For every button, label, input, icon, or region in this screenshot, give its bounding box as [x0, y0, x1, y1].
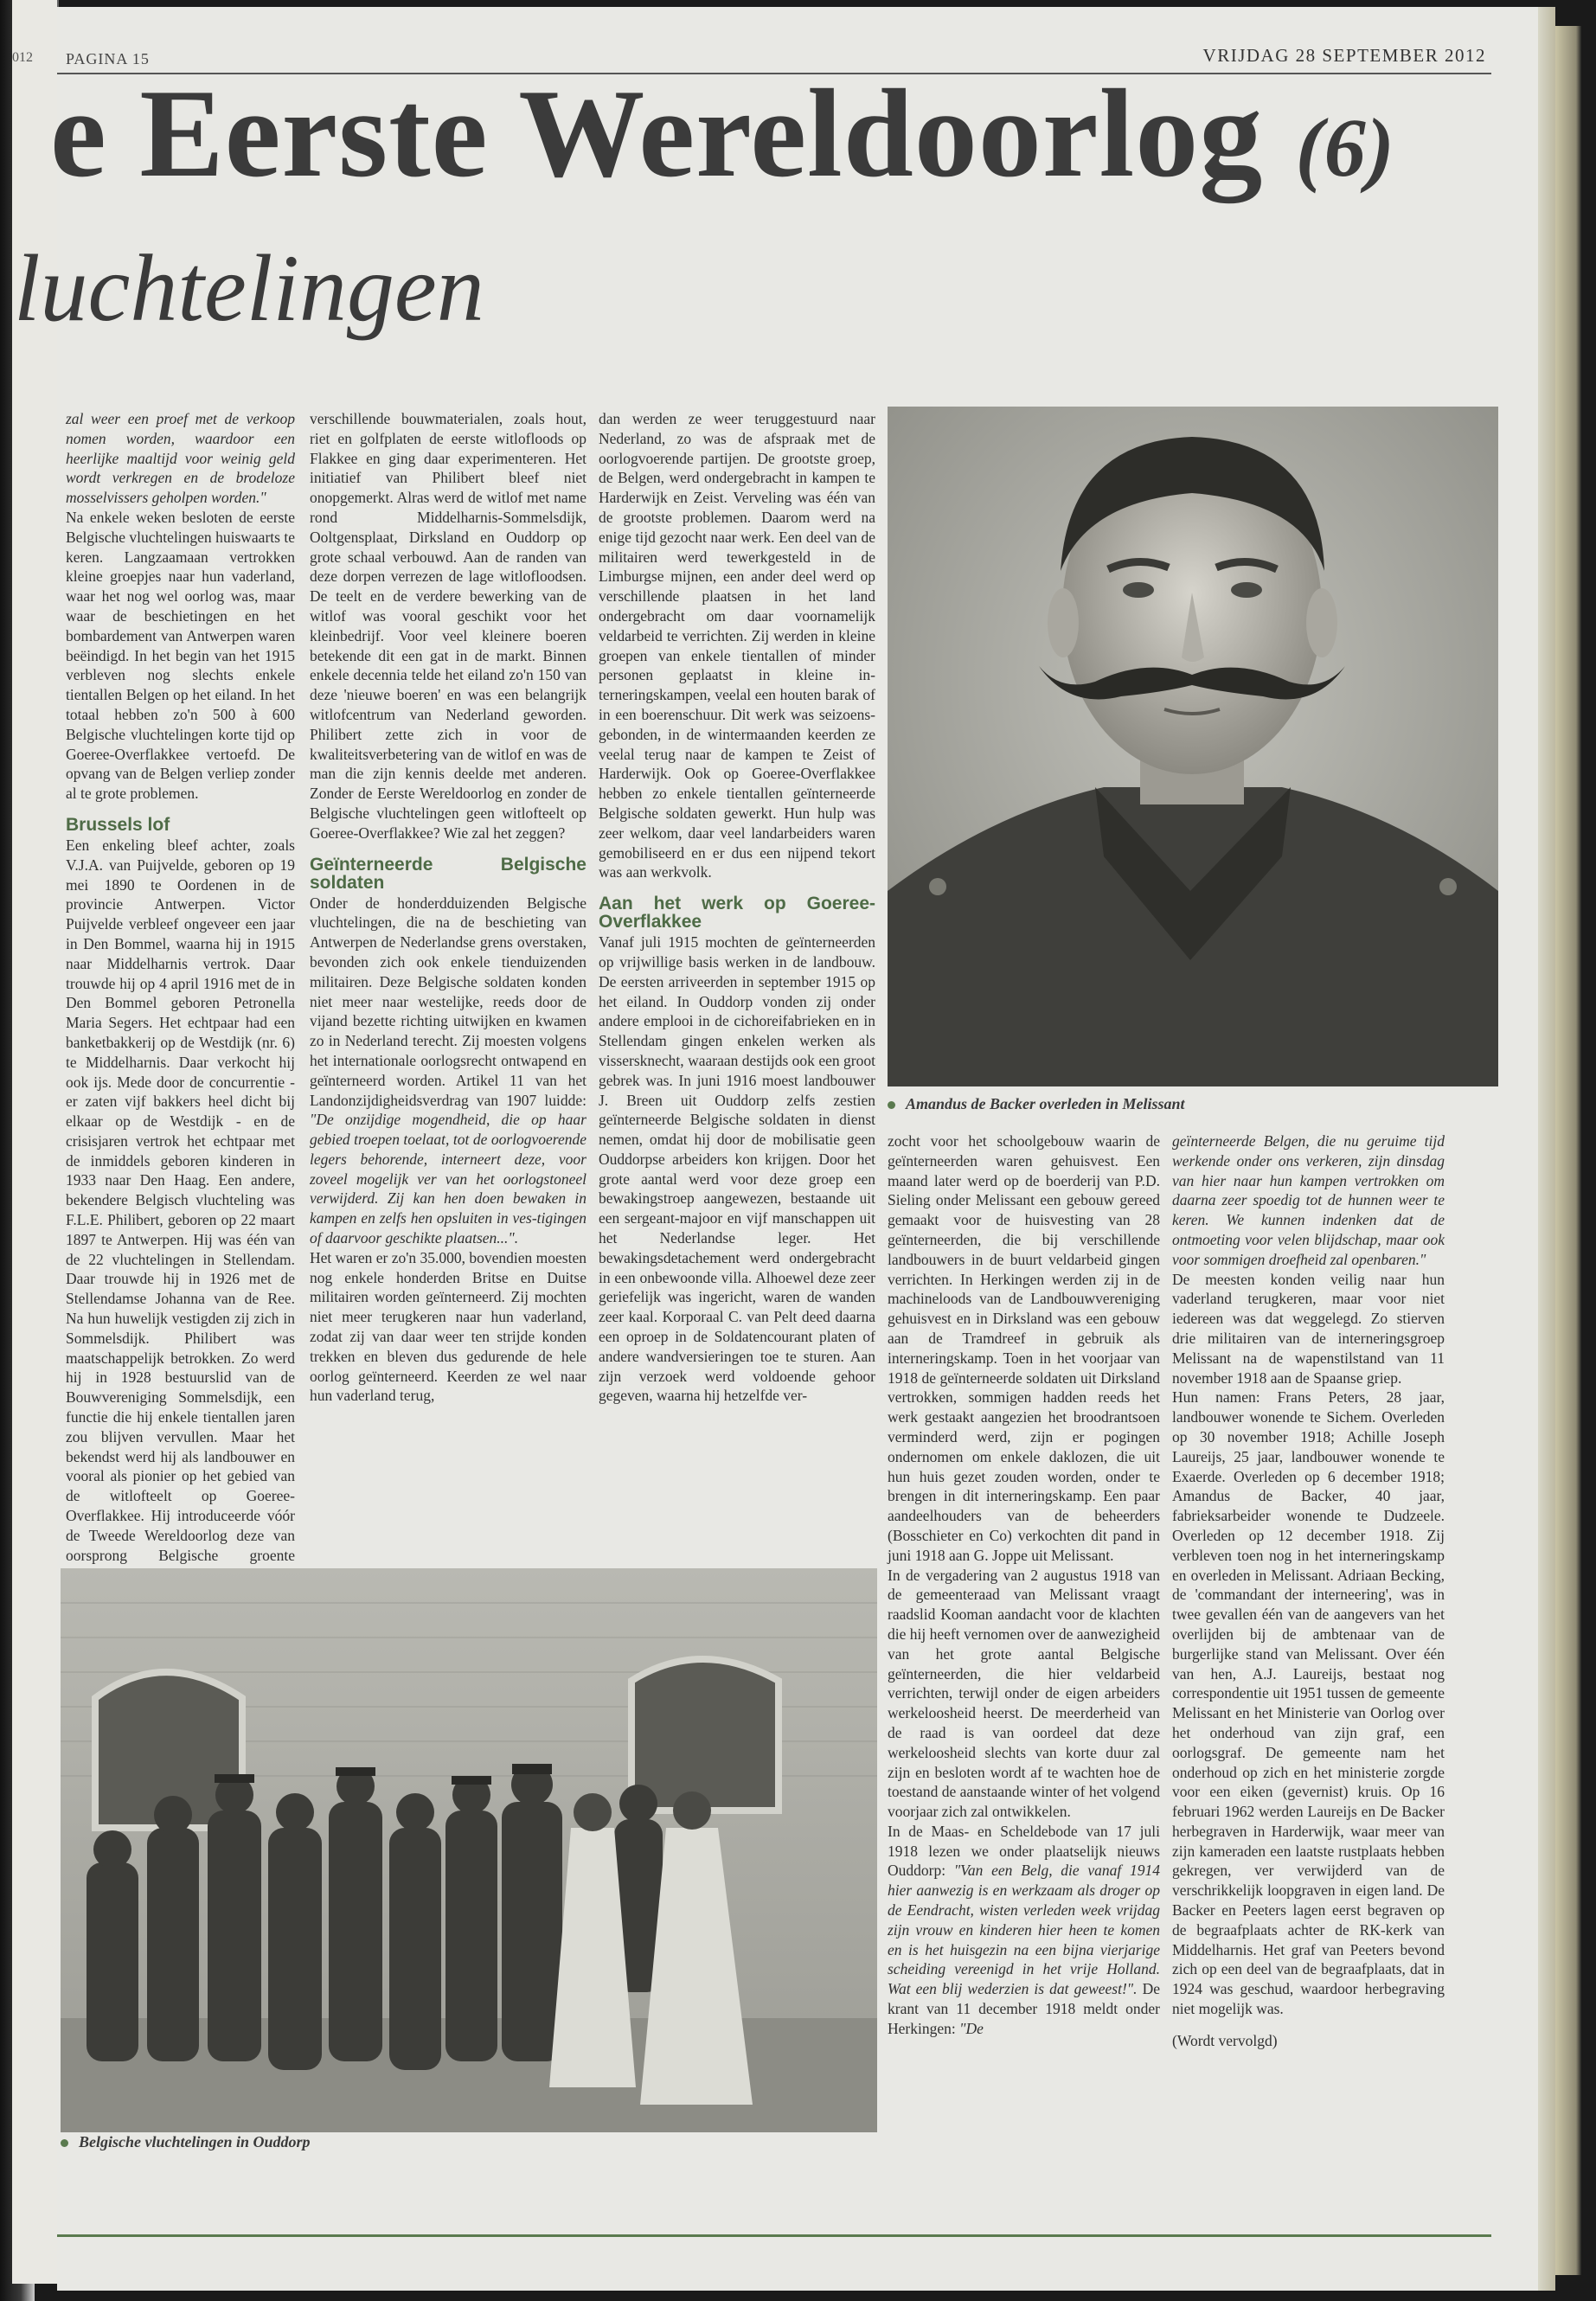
article-column-1: [66, 409, 295, 1564]
bullet-icon: [61, 2139, 68, 2147]
news-quote-continued: geïnterneerde Belgen, die nu geruime tijd werkende onder ons verkeren, zijn dinsdag van hier naar hun kampen vertrokken om daarna zeer spoedig tot de hunnen weer te keren. We kunnen indenken dat de ontmoeting voor velen blijdschap, maar ook voor sommigen droefheid zal openbaren.": [1172, 1132, 1445, 1268]
headline-number: (6): [1295, 101, 1395, 194]
footer-rule: [57, 2234, 1491, 2237]
section-heading: Aan het werk op Goeree-Overflakkee: [599, 894, 875, 933]
article-column-4: [888, 1131, 1160, 2152]
paragraph: In de vergadering van 2 augustus 1918 van de gemeenteraad van Melissant vraagt raadslid Kooman aandacht voor de klachten die hij heeft vernomen over de aanwezigheid van het grote aantal Belgische geïnterneerden, die hier veldarbeid verrichten, terwijl onder de eigen arbeiders werkeloosheid heerst. De meerderheid van de raad is van oordeel dat deze werkeloosheid slechts van korte duur zal zijn en besloten wordt af te wachten hoe de toestand de aanstaande winter of het volgend voorjaar zich zal ontwikkelen.: [888, 1566, 1160, 1821]
treaty-quote: "De onzijdige mogendheid, die op haar gebied troepen toelaat, tot de oorlogvoerende legers behorende, interneert deze, voor zoveel mogelijk ver van het oorlogstoneel verwijderd. Zij kan hen doen bewaken in kampen en zelfs hen opsluiten in ves-tigingen of daarvoor geschikte plaatsen...".: [310, 1111, 586, 1247]
paragraph: zocht voor het schoolgebouw waarin de geïnterneerden waren gehuisvest. Een maand later werd op de boerderij van P.D. Sieling onder Melissant een gebouw gereed gemaakt voor de huisvesting van 28 geïnterneerden, die bij verschillende landbouwers in de buurt veldarbeid gingen verrichten. In Herkingen werden zij in de machineloods van de Landbouwvereniging gehuisvest en in Dirksland was een gebouw aan de Tramdreef in gebruik als interneringskamp. Toen in het voorjaar van 1918 de geïnterneerde soldaten uit Dirksland vertrokken, sommigen hadden reeds het werk gestaakt aangezien het broodrantsoen verminderd werd, zijn er pogingen ondernomen om enkele daklozen, die uit hun huis gezet zouden worden, onder te brengen in dit interneringskamp. Een paar aandeelhouders van de beheerders (Bosschieter en Co) verkochten dit pand in juni 1918 aan G. Joppe uit Melissant.: [888, 1132, 1160, 1564]
headline: [50, 61, 1395, 206]
article-column-5: [1172, 1131, 1445, 2152]
headline-text: Eerste Wereldoorlog: [139, 63, 1264, 203]
paragraph: dan werden ze weer teruggestuurd naar Nederland, zo was de afspraak met de oorlogvoerende partijen. De grootste groep, de Belgen, werd ondergebracht in kampen te Harderwijk en Zeist. Verveling was één van de grootste problemen. Daarom werd na enige tijd gezocht naar werk. Een deel van de militairen werd tewerkgesteld in de Limburgse mijnen, een ander deel werd op verschillende plaatsen in het land ondergebracht om daar voornamelijk veldarbeid te verrichten. Zij werden in kleine groepen van enkele tientallen of minder personen geplaatst in kleine in-terneringskampen, veelal een houten barak of in een boerenschuur. Dit werk was seizoens-gebonden, in de wintermaanden keerden ze veelal terug naar de kampen te Zeist of Harderwijk. Ook op Goeree-Overflakkee hebben zo enkele tientallen geïnterneerde Belgische soldaten gewerkt. Hun hulp was zeer welkom, daar veel landarbeiders waren gemobiliseerd en er dus een nijpend tekort was aan werkvolk.: [599, 410, 875, 881]
paragraph-text: Onder de honderdduizenden Belgische vluchtelingen, die na de beschieting van Antwerpen de Nederlandse grens overstaken, bevonden zich ook enkele tienduizenden militairen. Deze Belgische soldaten konden niet meer naar westelijke, reeds door de vijand bezette richting uitwijken en kwamen zo in Nederland terecht. Zij moesten volgens het internationale oorlogsrecht ontwapend en geïnterneerd worden. Artikel 11 van het Landonzijdigheidsverdrag van 1907 luidde:: [310, 894, 586, 1109]
article-column-2: [310, 409, 586, 1560]
paragraph: Een enkeling bleef achter, zoals V.J.A. van Puijvelde, geboren op 19 mei 1890 te Oordenen in de provincie Antwerpen. Victor Puijvelde verbleef ongeveer een jaar in Den Bommel, waarna hij in 1915 naar Middelharnis vertrok. Daar trouwde hij op 4 april 1916 met de in Den Bommel geboren Petronella Maria Segers. Het echtpaar had een banketbakkerij op de Westdijk (nr. 6) te Middelharnis. Daar verkocht hij ook ijs. Mede door de concurrentie - er zaten vijf bakkers heel dicht bij elkaar op de Westdijk - en de crisisjaren vertrok het echtpaar met de inmiddels geboren kinderen in 1933 naar Den Haag. Een andere, bekendere Belgisch vluchteling was F.L.E. Philibert, geboren op 22 maart 1897 te Antwerpen. Hij was één van de 22 vluchtelingen in Stellendam. Daar trouwde hij in 1926 met de Stellendamse Johanna van de Ree. Na hun huwelijk vestigden zij zich in Sommelsdijk. Philibert was maatschappelijk betrokken. Zo werd hij in 1928 bestuurslid van de Bouwvereniging Sommelsdijk, een functie die hij enkele tientallen jaren zou blijven vervullen. Maar het bekendst werd hij als landbouwer en vooral als pionier op het gebied van de witlofteelt op Goeree-Overflakkee. Hij introduceerde vóór de Tweede Wereldoorlog deze van oorsprong Belgische groente: [66, 836, 295, 1564]
page-label: PAGINA 15: [66, 50, 150, 67]
paragraph: Na enkele weken besloten de eerste Belgische vluchtelingen huiswaarts te keren. Langzaamaan vertrokken kleine groepjes naar hun vaderland, waar het nog wel oorlog was, maar waar de beschietingen en het bombardement van Antwerpen waren beëindigd. In het begin van het 1915 verbleven nog slechts enkele tientallen Belgen op het eiland. In het totaal hebben zo'n 500 à 600 Belgische vluchtelingen korte tijd op Goeree-Overflakkee vertoefd. De opvang van de Belgen verliep zonder al te grote problemen.: [66, 508, 295, 803]
paragraph-text: De krant van 11 december 1918 meldt onder Herkingen:: [888, 1980, 1160, 2037]
to-be-continued: (Wordt vervolgd): [1172, 2031, 1278, 2049]
paragraph: verschillende bouwmaterialen, zoals hout, riet en golfplaten de eerste witlofloods op Flakkee en ging daar experimenteren. Het initiatief van Philibert bleef niet onopgemerkt. Alras werd de witlof met name rond Middelharnis-Sommelsdijk, Ooltgensplaat, Dirksland en Ouddorp op grote schaal verbouwd. Aan de randen van deze dorpen verrezen de lage witlofloodsen. De teelt en de verdere bewerking van de witlof was vooral geschikt voor het kleinbedrijf. Voor veel kleinere boeren betekende dit een gat in de markt. Binnen enkele decennia telde het eiland zo'n 150 van deze 'nieuwe boeren' en was een belangrijk witlofcentrum van Nederland geworden. Philibert zette zich in voor de kwaliteitsverbetering van de witlof en was de man die zijn kennis deelde met anderen. Zonder de Eerste Wereldoorlog en zonder de Belgische vluchtelingen geen witlofteelt op Goeree-Overflakkee? Wie zal het zeggen?: [310, 410, 586, 842]
section-heading: Geïnterneerde Belgische soldaten: [310, 854, 586, 893]
group-photo-caption: [61, 2133, 311, 2151]
portrait-illustration: [888, 407, 1498, 1086]
bullet-icon: [888, 1101, 895, 1109]
news-quote: "Van een Belg, die vanaf 1914 hier aanwezig is en werkzaam als droger op de Eendracht, wisten verleden week vrijdag zijn vrouw en kinderen hier heen te komen en is het huisgezin na een bijna vierjarige scheiding vereenigd in het vrije Holland. Wat een blij wederzien is dat geweest!".: [888, 1862, 1161, 1998]
subheadline: luchtelingen: [14, 235, 484, 341]
paragraph: Vanaf juli 1915 mochten de geïnterneerden op vrijwillige basis werken in de landbouw. De eersten arriveerden in september 1915 op het eiland. In Ouddorp vonden zij onder andere emplooi in de cichoreifabrieken en in Stellendam gingen enkelen werken als vissersknecht, waaraan destijds ook een groot gebrek was. In juni 1916 moest landbouwer J. Breen uit Ouddorp zelfs zestien geïnterneerde Belgische soldaten in dienst nemen, omdat hij door de mobilisatie geen Ouddorpse arbeiders kon krijgen. Door het grote aantal werd voor deze groep een bewakingstroep aangewezen, bestaande uit een sergeant-majoor en vijf manschappen uit het Nederlandse leger. Het bewakingsdetachement werd ondergebracht in een onbewoonde villa. Alhoewel deze zeer geriefelijk was ingericht, waren de wanden zeer kaal. Korporaal C. van Pelt deed daarna een oproep in de Soldatencourant platen of andere wandversieringen toe te sturen. Aan zijn verzoek werd voldoende gehoor gegeven, waarna hij hetzelfde ver-: [599, 933, 875, 1405]
portrait-caption: [888, 1095, 1185, 1113]
group-photo: [61, 1568, 877, 2132]
page-edge: [1538, 7, 1555, 2291]
paragraph: Het waren er zo'n 35.000, bovendien moesten nog enkele honderden Britse en Duitse militairen worden geïnterneerd. Zij mochten niet meer terugkeren naar hun vaderland, zodat zij van daar weer ten strijde konden trekken en bleven dus gedurende de hele oorlog geïnterneerd. Keerden ze wel naar hun vaderland terug,: [310, 1248, 586, 1405]
group-photo-illustration: [61, 1568, 877, 2132]
group-caption-text: Belgische vluchtelingen in Ouddorp: [79, 2133, 311, 2150]
section-heading: Brussels lof: [66, 814, 170, 835]
paragraph: Hun namen: Frans Peters, 28 jaar, landbouwer wonende te Sichem. Overleden op 30 november 1918; Achille Joseph Laureijs, 25 jaar, landbouwer wonende te Exaerde. Overleden op 6 december 1918; Amandus de Backer, 40 jaar, fabrieksarbeider wonende te Dudzeele. Overleden op 12 december 1918. Zij verbleven toen nog in het interneringskamp en overleden in Melissant. Adriaan Becking, de 'commandant der interneering', was in twee gevallen één van de aangevers van het overlijden bij de ambtenaar van de burgerlijke stand van Melissant. Over één van hen, A.J. Laureijs, bestaat nog correspondentie uit 1951 tussen de gemeente Melissant en het Ministerie van Oorlog over het onderhoud van zijn graf, een oorlogsgraf. De gemeente nam het onderhoud op zich en het ministerie zorgde voor een eiken (gevernist) kruis. Op 16 februari 1962 werden Laureijs en De Backer herbegraven in Harderwijk, waar meer van zijn kameraden een laatste rustplaats hebben gekregen, ver verwijderd van de verschrikkelijk loopgraven in eigen land. De Backer en Peeters lagen eerst begraven op de begraafplaats achter de RK-kerk van Middelharnis. Het graf van Peeters bevond zich op een deel van de begraafplaats, dat in 1924 was geschud, waardoor herbegraving niet mogelijk was.: [1172, 1388, 1445, 2018]
previous-page-label: 012: [12, 50, 33, 65]
paragraph: [888, 1822, 1160, 2039]
intro-quote: zal weer een proef met de verkoop nomen worden, waardoor een heerlijke maaltijd voor weinig geld wordt verkregen en de brodeloze mosselvissers geholpen worden.": [66, 410, 295, 507]
paragraph-text: In de Maas- en Scheldebode van 17 juli 1918 lezen we onder plaatselijk nieuws Ouddorp:: [888, 1822, 1160, 1880]
paragraph: [310, 894, 586, 1248]
news-quote-start: "De: [959, 2019, 984, 2037]
newspaper-page: [12, 7, 1538, 2291]
paragraph: De meesten konden veilig naar hun vaderland terugkeren, maar voor niet iedereen was dat weggelegd. Zo stierven drie militairen van de interneringsgroep Melissant na de wapenstilstand van 11 november 1918 aan de Spaanse griep.: [1172, 1270, 1445, 1387]
issue-date: VRIJDAG 28 SEPTEMBER 2012: [1202, 45, 1486, 66]
portrait-caption-text: Amandus de Backer overleden in Melissant: [906, 1095, 1185, 1112]
portrait-photo: [888, 407, 1498, 1086]
headline-prefix: e: [50, 63, 107, 203]
page-edge-shadow: [1555, 26, 1581, 2275]
